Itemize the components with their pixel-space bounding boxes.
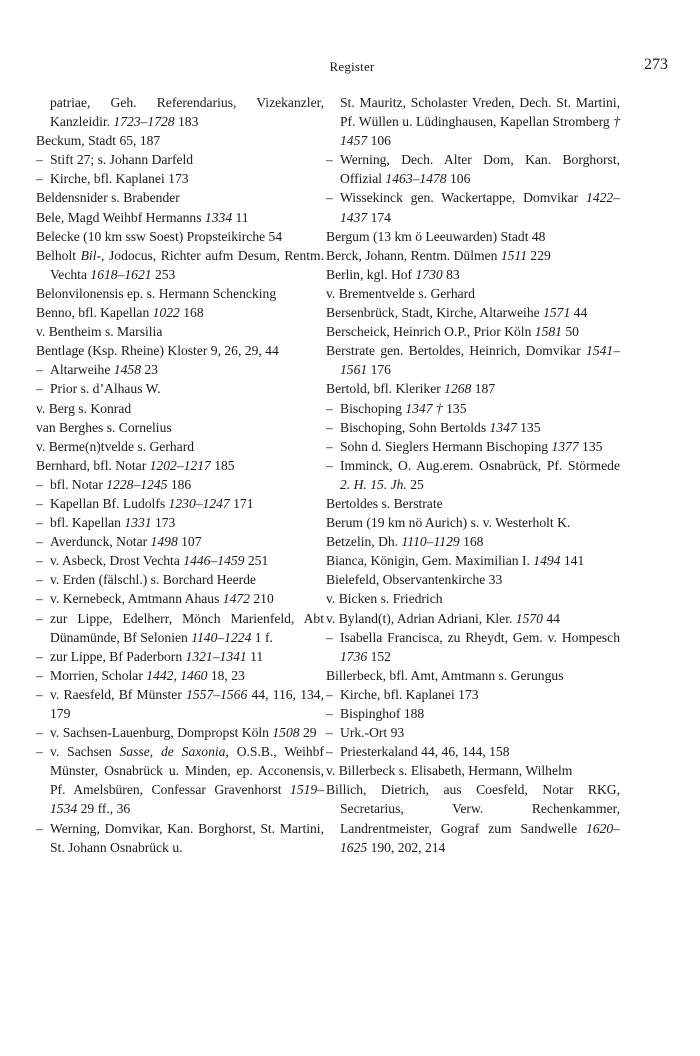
subentry-dash: – — [36, 171, 43, 187]
index-entry: Berscheick, Heinrich O.P., Prior Köln 1581 50 — [326, 324, 579, 340]
page-number: 273 — [644, 56, 668, 73]
left-column — [36, 93, 324, 857]
index-entry: Betzelin, Dh. 1110–1129 168 — [326, 534, 484, 550]
index-entry: v. Byland(t), Adrian Adriani, Kler. 1570 44 — [326, 610, 560, 626]
index-entry: Berck, Johann, Rentm. Dülmen 1511 229 — [326, 247, 551, 263]
subentry-dash: – — [36, 648, 43, 664]
subentry-dash: – — [36, 381, 43, 397]
index-entry: Bielefeld, Observantenkirche 33 — [326, 572, 503, 588]
index-entry: – Werning, Dech. Alter Dom, Kan. Borghorst, Offizial 1463–1478 106 — [326, 152, 620, 187]
index-entry: Bianca, Königin, Gem. Maximilian I. 1494 141 — [326, 553, 585, 569]
subentry-dash: – — [326, 744, 333, 760]
index-entry: van Berghes s. Cornelius — [36, 419, 172, 435]
subentry-dash: – — [326, 457, 333, 473]
page-header — [36, 56, 668, 80]
index-entry: patriae, Geh. Referendarius, Vizekanzler, Kanzleidir. 1723–1728 183 — [50, 95, 324, 130]
index-entry: Beldensnider s. Brabender — [36, 190, 180, 206]
index-entry: Berlin, kgl. Hof 1730 83 — [326, 266, 460, 282]
index-entry: – v. Raesfeld, Bf Münster 1557–1566 44, 116, 134, 179 — [36, 686, 324, 721]
index-entry: Bele, Magd Weihbf Hermanns 1334 11 — [36, 209, 249, 225]
subentry-dash: – — [326, 152, 333, 168]
subentry-dash: – — [326, 438, 333, 454]
index-entry: – Sohn d. Sieglers Hermann Bischoping 1377 135 — [326, 437, 620, 456]
subentry-dash: – — [326, 706, 333, 721]
index-entry: – Imminck, O. Aug.erem. Osnabrück, Pf. Störmede 2. H. 15. Jh. 25 — [326, 457, 620, 492]
index-entry: v. Bicken s. Friedrich — [326, 591, 443, 607]
subentry-dash: – — [36, 744, 43, 760]
subentry-dash: – — [326, 629, 333, 645]
index-entry: v. Berg s. Konrad — [36, 400, 132, 416]
subentry-dash: – — [36, 610, 43, 626]
index-entry: Berstrate gen. Bertoldes, Heinrich, Domvikar 1541–1561 176 — [326, 343, 620, 378]
index-entry: – Kirche, bfl. Kaplanei 173 — [326, 685, 620, 704]
index-entry: Belecke (10 km ssw Soest) Propsteikirche 54 — [36, 228, 283, 244]
index-entry: – Stift 27; s. Johann Darfeld — [36, 150, 324, 169]
index-entry: v. Bentheim s. Marsilia — [36, 324, 163, 340]
index-entry: – Kirche, bfl. Kaplanei 173 — [36, 169, 324, 188]
index-entry: v. Billerbeck s. Elisabeth, Hermann, Wilhelm — [326, 763, 573, 779]
index-entry: Benno, bfl. Kapellan 1022 168 — [36, 305, 204, 321]
subentry-dash: – — [36, 476, 43, 492]
subentry-dash: – — [36, 591, 43, 607]
index-entry: – bfl. Notar 1228–1245 186 — [36, 475, 324, 494]
index-entry: – Averdunck, Notar 1498 107 — [36, 532, 324, 551]
index-entry: – Urk.-Ort 93 — [326, 723, 620, 742]
index-entry: – Werning, Domvikar, Kan. Borghorst, St. Martini, St. Johann Osnabrück u. — [36, 820, 324, 855]
index-entry: – Morrien, Scholar 1442, 1460 18, 23 — [36, 666, 324, 685]
index-entry: Bernhard, bfl. Notar 1202–1217 185 — [36, 457, 235, 473]
subentry-dash: – — [36, 495, 43, 511]
index-entry: – v. Sachsen-Lauenburg, Dompropst Köln 1508 29 — [36, 723, 324, 742]
subentry-dash: – — [36, 152, 43, 168]
index-entry: – v. Asbeck, Drost Vechta 1446–1459 251 — [36, 551, 324, 570]
subentry-dash: – — [326, 686, 333, 702]
index-entry: Bertold, bfl. Kleriker 1268 187 — [326, 381, 496, 397]
subentry-dash: – — [36, 820, 43, 836]
index-entry: Beckum, Stadt 65, 187 — [36, 133, 161, 149]
right-column — [326, 93, 620, 857]
index-entry: – Altarweihe 1458 23 — [36, 360, 324, 379]
index-entry: – v. Erden (fälschl.) s. Borchard Heerde — [36, 570, 324, 589]
index-entry: – Isabella Francisca, zu Rheydt, Gem. v. Hompesch 1736 152 — [326, 629, 620, 664]
index-entry: – Bischoping, Sohn Bertolds 1347 135 — [326, 418, 620, 437]
subentry-dash: – — [36, 515, 43, 531]
subentry-dash: – — [36, 362, 43, 378]
index-entry: Belonvilonensis ep. s. Hermann Schencking — [36, 285, 277, 301]
index-entry: – v. Kernebeck, Amtmann Ahaus 1472 210 — [36, 589, 324, 608]
index-entry: Berum (19 km nö Aurich) s. v. Westerholt K. — [326, 515, 571, 531]
running-title: Register — [329, 59, 375, 74]
index-entry: – Priesterkaland 44, 46, 144, 158 — [326, 742, 620, 761]
index-entry: Billich, Dietrich, aus Coesfeld, Notar RKG, Secretarius, Verw. Rechenkammer, Landrentmeister, Gograf zum Sandwelle 1620–1625 190, 202, 214 — [326, 782, 620, 855]
subentry-dash: – — [36, 725, 43, 741]
index-entry: – Prior s. d’Alhaus W. — [36, 379, 324, 398]
index-entry: – Kapellan Bf. Ludolfs 1230–1247 171 — [36, 494, 324, 513]
index-entry: Billerbeck, bfl. Amt, Amtmann s. Gerungus — [326, 667, 564, 683]
index-entry: v. Berme(n)tvelde s. Gerhard — [36, 438, 195, 454]
index-entry: – bfl. Kapellan 1331 173 — [36, 513, 324, 532]
index-entry: – Bispinghof 188 — [326, 704, 620, 723]
subentry-dash: – — [36, 534, 43, 550]
index-entry: St. Mauritz, Scholaster Vreden, Dech. St. Martini, Pf. Wüllen u. Lüdinghausen, Kapellan Stromberg † 1457 106 — [340, 95, 620, 149]
index-entry: Bentlage (Ksp. Rheine) Kloster 9, 26, 29, 44 — [36, 343, 279, 359]
index-entry: Bertoldes s. Berstrate — [326, 495, 443, 511]
index-entry: – zur Lippe, Edelherr, Mönch Marienfeld, Abt Dünamünde, Bf Selonien 1140–1224 1 f. — [36, 610, 324, 645]
index-entry: Belholt Bil-, Jodocus, Richter aufm Desum, Rentm. Vechta 1618–1621 253 — [36, 247, 324, 282]
index-entry: – zur Lippe, Bf Paderborn 1321–1341 11 — [36, 647, 324, 666]
subentry-dash: – — [326, 725, 333, 741]
subentry-dash: – — [36, 667, 43, 683]
index-entry: – Bischoping 1347 † 135 — [326, 399, 620, 418]
subentry-dash: – — [36, 686, 43, 702]
index-entry: Bersenbrück, Stadt, Kirche, Altarweihe 1571 44 — [326, 305, 588, 321]
subentry-dash: – — [326, 190, 333, 206]
subentry-dash: – — [36, 572, 43, 588]
subentry-dash: – — [326, 400, 333, 416]
subentry-dash: – — [326, 419, 333, 435]
index-entry: v. Brementvelde s. Gerhard — [326, 285, 475, 301]
subentry-dash: – — [36, 553, 43, 569]
index-entry: – Wissekinck gen. Wackertappe, Domvikar 1422–1437 174 — [326, 190, 620, 225]
index-entry: Bergum (13 km ö Leeuwarden) Stadt 48 — [326, 228, 546, 244]
index-entry: – v. Sachsen Sasse, de Saxonia, O.S.B., Weihbf Münster, Osnabrück u. Minden, ep. Acconensis, Pf. Amelsbüren, Confessar Gravenhorst 1519–1534 29 ff., 36 — [36, 744, 325, 817]
